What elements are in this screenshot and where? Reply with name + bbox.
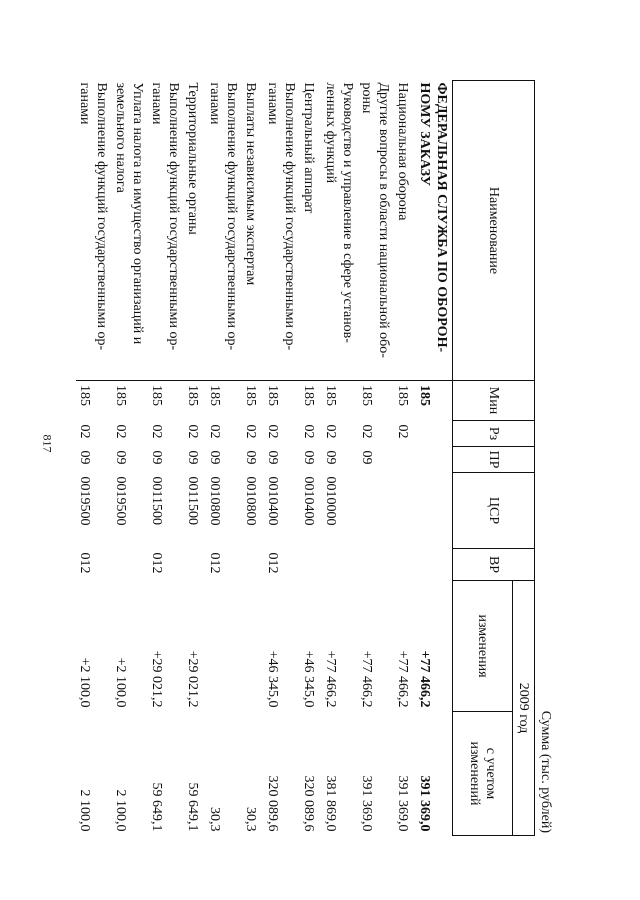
row-min: 185 <box>265 381 301 421</box>
row-pr <box>417 447 453 473</box>
header-total: с учетом изменений <box>453 712 513 836</box>
row-vr <box>323 549 359 581</box>
row-pr: 09 <box>77 450 93 465</box>
row-vr <box>301 549 323 581</box>
row-name: Выплаты независимым экспертам <box>243 82 259 286</box>
page-number: 817 <box>40 434 55 453</box>
table-row <box>243 81 265 836</box>
table-row <box>323 81 359 836</box>
row-name: Центральный аппарат <box>301 82 317 214</box>
row-total: 320 089,6 <box>265 775 281 832</box>
row-csr: 0010800 <box>243 476 259 526</box>
row-pr: 09 <box>113 450 129 465</box>
row-rz: 02 <box>77 424 93 439</box>
row-csr: 0010400 <box>301 476 317 526</box>
row-name: Выполнение функций государственными ор-ганами <box>77 82 110 351</box>
row-rz: 02 <box>185 424 201 439</box>
row-change: +46 345,0 <box>301 650 317 708</box>
row-total: 59 649,1 <box>149 782 165 832</box>
row-name: Выполнение функций государственными ор-ганами <box>149 82 182 351</box>
row-change: +29 021,2 <box>149 650 165 708</box>
row-vr <box>243 549 265 581</box>
row-rz <box>417 421 453 447</box>
table-row <box>149 81 185 836</box>
row-csr: 0019500 <box>77 476 93 526</box>
table-body <box>77 81 453 836</box>
table-row <box>395 81 417 836</box>
row-pr: 09 <box>149 450 165 465</box>
row-min: 185 <box>207 381 243 421</box>
row-min: 185 <box>323 381 359 421</box>
row-name: Выполнение функций государственными ор-ганами <box>265 82 298 351</box>
row-vr <box>185 549 207 581</box>
row-name: Выполнение функций государственными ор-ганами <box>207 82 240 351</box>
row-total: 320 089,6 <box>301 775 317 832</box>
row-csr <box>395 473 417 549</box>
row-total: 391 369,0 <box>395 775 411 832</box>
row-change: +77 466,2 <box>417 650 433 708</box>
table-row <box>301 81 323 836</box>
row-csr: 0011500 <box>149 476 165 525</box>
table-row <box>207 81 243 836</box>
header-year: 2009 год <box>513 581 535 836</box>
row-name: Национальная оборона <box>395 82 411 221</box>
row-rz: 02 <box>265 424 281 439</box>
header-rz: Рз <box>453 421 535 447</box>
unit-caption: Сумма (тыс. рублей) <box>538 710 553 833</box>
row-name: Уплата налога на имущество организаций и земельного налога <box>113 82 146 345</box>
row-total: 391 369,0 <box>417 775 433 832</box>
budget-table <box>77 80 536 836</box>
row-change: +77 466,2 <box>359 650 375 708</box>
row-vr: 012 <box>265 552 281 574</box>
row-pr: 09 <box>243 450 259 465</box>
row-csr: 0019500 <box>113 476 129 526</box>
row-csr <box>359 473 395 549</box>
row-pr: 09 <box>265 450 281 465</box>
row-vr <box>395 549 417 581</box>
row-pr <box>395 447 417 473</box>
row-min: 185 <box>113 381 149 421</box>
row-rz: 02 <box>243 424 259 439</box>
row-rz: 02 <box>359 424 375 439</box>
row-min: 185 <box>243 381 265 421</box>
row-name: ФЕДЕРАЛЬНАЯ СЛУЖБА ПО ОБОРОН-НОМУ ЗАКАЗУ <box>417 82 450 353</box>
row-vr: 012 <box>149 552 165 574</box>
table-row <box>417 81 453 836</box>
row-min: 185 <box>185 381 207 421</box>
row-min: 185 <box>417 381 453 421</box>
row-rz: 02 <box>207 424 223 439</box>
row-total: 391 369,0 <box>359 775 375 832</box>
row-change <box>243 581 265 712</box>
row-total: 30,3 <box>207 807 223 832</box>
header-changes: изменения <box>453 581 513 712</box>
table-row <box>77 81 113 836</box>
row-min: 185 <box>359 381 395 421</box>
row-total: 2 100,0 <box>113 789 129 832</box>
row-name: Другие вопросы в области национальной обо-роны <box>359 82 392 358</box>
row-csr: 0010800 <box>207 476 223 526</box>
row-rz: 02 <box>395 424 411 439</box>
row-total: 2 100,0 <box>77 789 93 832</box>
row-pr: 09 <box>359 450 375 465</box>
row-total: 30,3 <box>243 807 259 832</box>
row-rz: 02 <box>149 424 165 439</box>
row-name: Территориальные органы <box>185 82 201 235</box>
row-rz: 02 <box>323 424 339 439</box>
row-change: +29 021,2 <box>185 650 201 708</box>
rotated-budget-table-page <box>77 80 555 835</box>
header-csr: ЦСР <box>453 473 535 549</box>
row-csr <box>417 473 453 549</box>
row-pr: 09 <box>207 450 223 465</box>
header-vr: ВР <box>453 549 535 581</box>
row-rz: 02 <box>301 424 317 439</box>
row-total: 59 649,1 <box>185 782 201 832</box>
row-vr: 012 <box>77 552 93 574</box>
row-min: 185 <box>77 381 113 421</box>
row-change: +46 345,0 <box>265 650 281 708</box>
row-change: +2 100,0 <box>77 657 93 708</box>
header-name: Наименование <box>453 81 535 381</box>
row-vr <box>359 549 395 581</box>
row-change: +77 466,2 <box>323 650 339 708</box>
row-min: 185 <box>149 381 185 421</box>
table-row <box>113 81 149 836</box>
row-csr: 0010400 <box>265 476 281 526</box>
header-pr: ПР <box>453 447 535 473</box>
row-rz: 02 <box>113 424 129 439</box>
row-pr: 09 <box>323 450 339 465</box>
row-change <box>207 581 243 712</box>
row-change: +2 100,0 <box>113 657 129 708</box>
table-row <box>265 81 301 836</box>
row-total: 381 869,0 <box>323 775 339 832</box>
row-vr <box>113 549 149 581</box>
table-row <box>185 81 207 836</box>
row-min: 185 <box>395 381 417 421</box>
row-change: +77 466,2 <box>395 650 411 708</box>
row-pr: 09 <box>301 450 317 465</box>
row-csr: 0010000 <box>323 476 339 526</box>
row-vr <box>417 549 453 581</box>
row-name: Руководство и управление в сфере установ-ленных функций <box>323 82 356 343</box>
row-pr: 09 <box>185 450 201 465</box>
row-csr: 0011500 <box>185 476 201 525</box>
row-vr: 012 <box>207 552 223 574</box>
header-min: Мин <box>453 381 535 421</box>
row-min: 185 <box>301 381 323 421</box>
table-row <box>359 81 395 836</box>
